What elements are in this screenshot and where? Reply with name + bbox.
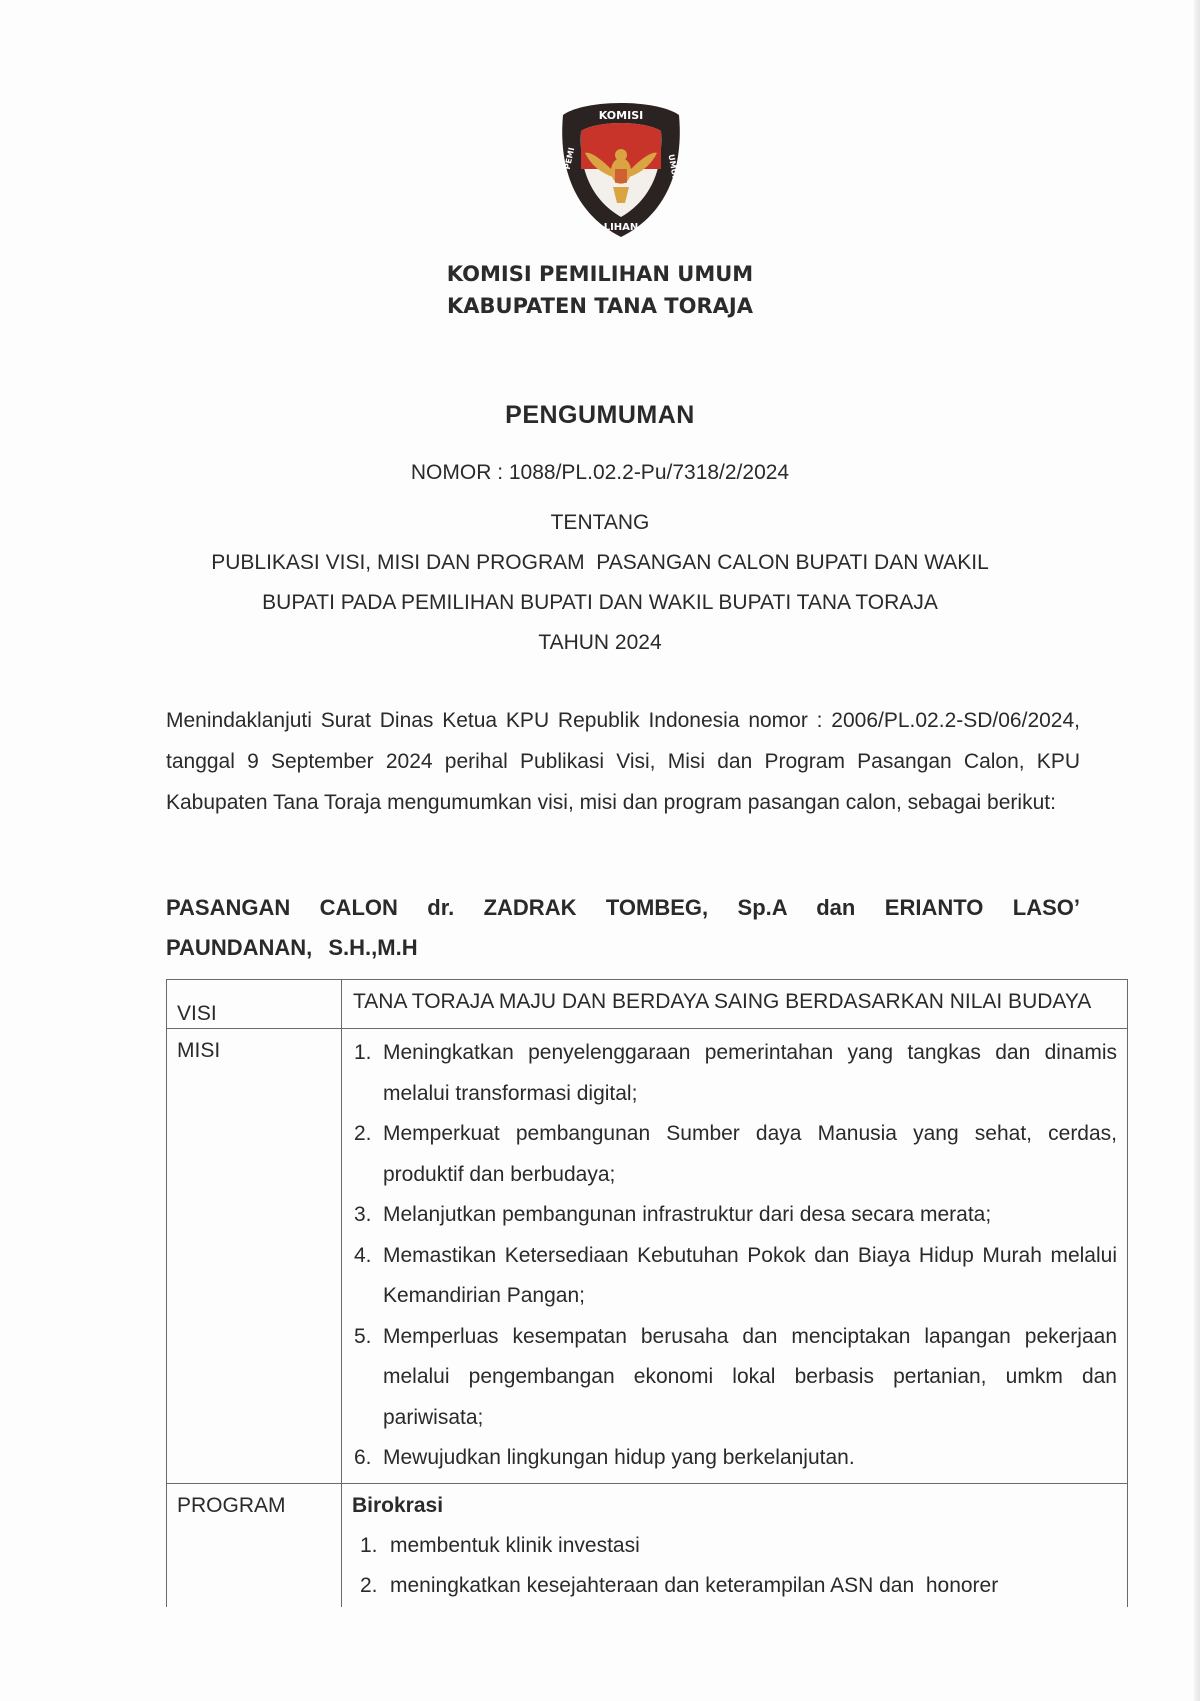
program-list [352,1526,1117,1607]
misi-list [352,1033,1117,1479]
misi-list-cell [342,1029,1128,1484]
candidate-heading: PASANGAN CALON dr. ZADRAK TOMBEG, Sp.A dan ERIANTO LASO’ PAUNDANAN, S.H.,M.H [166,895,1080,960]
announcement-about: TENTANG [550,511,650,534]
org-name: KOMISI PEMILIHAN UMUM [446,262,754,286]
table-row [167,1483,1128,1607]
table-row [167,980,1128,1029]
list-item: 3. Melanjutkan pembangunan infrastruktur dari desa secara merata; [354,1203,992,1226]
intro-paragraph: Menindaklanjuti Surat Dinas Ketua KPU Republik Indonesia nomor : 2006/PL.02.2-SD/06/2024, tanggal 9 September 2024 perihal Publikasi Visi, Misi dan Program Pasangan Calon, KPU Kabupaten Tana Toraja mengumumkan visi, misi dan program pasangan calon, sebagai berikut: [166,709,1080,814]
misi-label: MISI [167,1029,342,1484]
svg-text:PEMI: PEMI [562,146,577,171]
scan-edge-shadow [1194,0,1200,1701]
program-label: PROGRAM [167,1483,342,1607]
vision-mission-table [166,979,1128,1607]
kpu-logo [555,99,687,241]
list-item: 4. Memastikan Ketersediaan Kebutuhan Pokok dan Biaya Hidup Murah melalui Kemandirian Pangan; [354,1243,1117,1307]
announcement-subject-line: PUBLIKASI VISI, MISI DAN PROGRAM PASANGAN CALON BUPATI DAN WAKIL [211,551,989,574]
table-row [167,1029,1128,1484]
list-item: 2. Memperkuat pembangunan Sumber daya Manusia yang sehat, cerdas, produktif dan berbudaya; [354,1122,1117,1186]
announcement-title: PENGUMUMAN [505,401,695,429]
announcement-number: NOMOR : 1088/PL.02.2-Pu/7318/2/2024 [410,461,790,484]
list-item: 1. membentuk klinik investasi [360,1533,640,1557]
svg-text:LIHAN: LIHAN [603,222,639,233]
svg-text:KOMISI: KOMISI [598,109,644,122]
list-item: 5. Memperluas kesempatan berusaha dan menciptakan lapangan pekerjaan melalui pengembangan ekonomi lokal berbasis pertanian, umkm dan pariwisata; [354,1324,1117,1429]
visi-value: TANA TORAJA MAJU DAN BERDAYA SAING BERDASARKAN NILAI BUDAYA [342,980,1128,1029]
announcement-subject-line: TAHUN 2024 [538,631,662,654]
visi-label: VISI [167,980,342,1029]
list-item: 1. Meningkatkan penyelenggaraan pemerintahan yang tangkas dan dinamis melalui transformasi digital; [354,1041,1117,1105]
list-item: 6. Mewujudkan lingkungan hidup yang berkelanjutan. [354,1446,855,1469]
svg-text:UMUM: UMUM [666,153,681,184]
announcement-subject-line: BUPATI PADA PEMILIHAN BUPATI DAN WAKIL BUPATI TANA TORAJA [262,591,938,614]
org-region: KABUPATEN TANA TORAJA [447,294,753,318]
program-heading: Birokrasi [352,1493,444,1517]
list-item: 2. meningkatkan kesejahteraan dan keterampilan ASN dan honorer [360,1574,999,1597]
program-cell [342,1483,1128,1607]
